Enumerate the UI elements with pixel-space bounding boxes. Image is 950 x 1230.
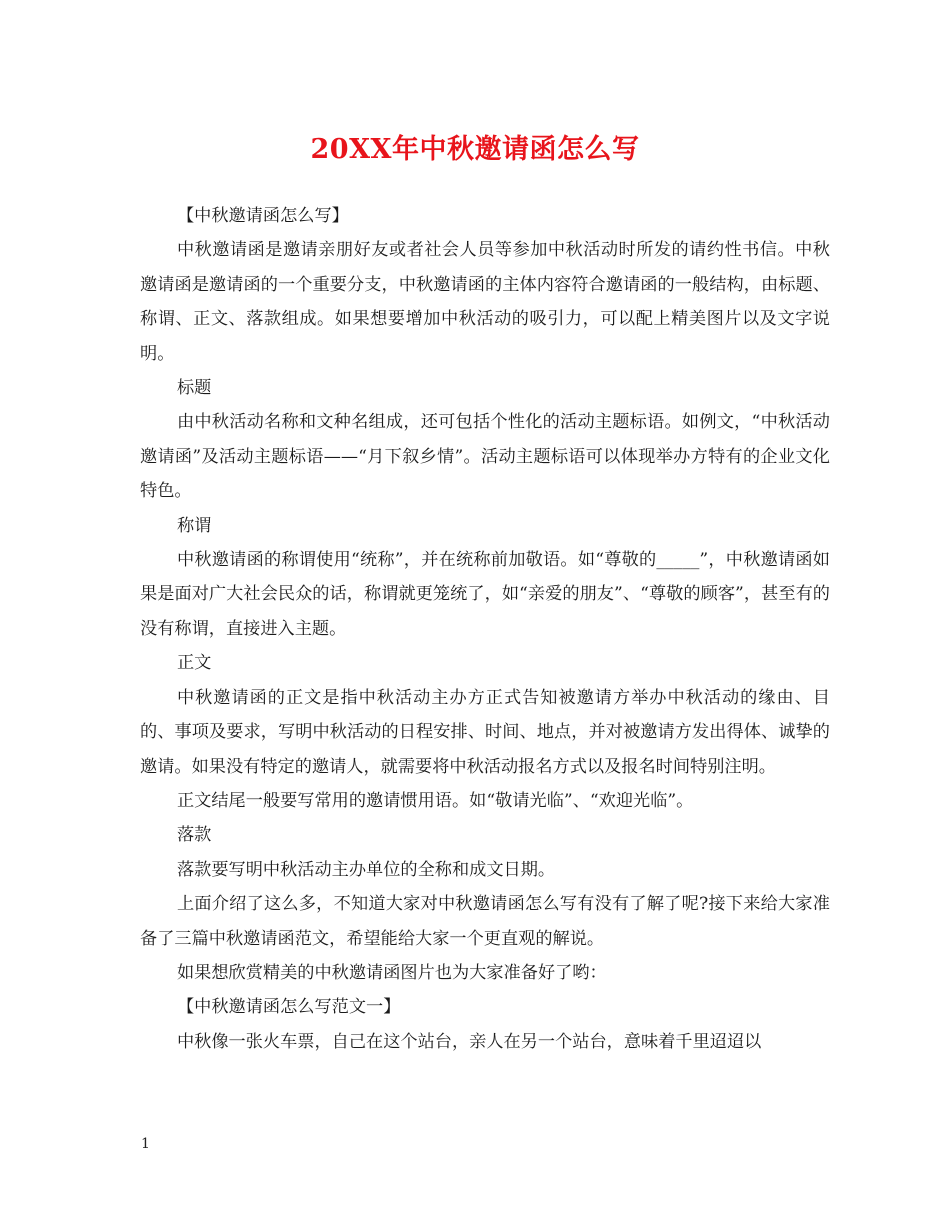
paragraph-salutation-description: 中秋邀请函的称谓使用“统称”，并在统称前加敬语。如“尊敬的_____”，中秋邀请函如果是面对广大社会民众的话，称谓就更笼统了，如“亲爱的朋友”、“尊敬的顾客”，甚至有的没有称谓，直接进入主题。 [140, 550, 830, 639]
paragraph-title-description: 由中秋活动名称和文种名组成，还可包括个性化的活动主题标语。如例文，“中秋活动邀请函”及活动主题标语——“月下叙乡情”。活动主题标语可以体现举办方特有的企业文化特色。 [140, 412, 830, 502]
section-heading-bracketed: 【中秋邀请函怎么写】 [176, 206, 349, 226]
paragraph-intro: 中秋邀请函是邀请亲朋好友或者社会人员等参加中秋活动时所发的请约性书信。中秋邀请函是邀请函的一个重要分支，中秋邀请函的主体内容符合邀请函的一般结构，由标题、称谓、正文、落款组成。如果想要增加中秋活动的吸引力，可以配上精美图片以及文字说明。 [140, 240, 830, 364]
document-body [140, 199, 830, 1059]
section-heading-title: 标题 [176, 378, 212, 399]
paragraph-sample-one-start: 中秋像一张火车票，自己在这个站台，亲人在另一个站台，意味着千里迢迢以 [176, 1031, 762, 1052]
paragraph-signature-description: 落款要写明中秋活动主办单位的全称和成文日期。 [176, 859, 556, 880]
section-heading-salutation: 称谓 [176, 515, 212, 536]
paragraph-body-ending: 正文结尾一般要写常用的邀请惯用语。如“敬请光临”、“欢迎光临”。 [176, 790, 694, 811]
section-heading-body: 正文 [176, 653, 212, 674]
paragraph-images-note: 如果想欣赏精美的中秋邀请函图片也为大家准备好了哟： [176, 962, 607, 983]
paragraph-transition: 上面介绍了这么多，不知道大家对中秋邀请函怎么写有没有了解了呢?接下来给大家准备了三篇中秋邀请函范文，希望能给大家一个更直观的解说。 [140, 894, 830, 949]
page-number: 1 [141, 1136, 150, 1152]
section-heading-sample-one: 【中秋邀请函怎么写范文一】 [176, 997, 401, 1018]
section-heading-signature: 落款 [176, 825, 212, 846]
document-title: 20XX年中秋邀请函怎么写 [310, 134, 640, 165]
paragraph-body-description: 中秋邀请函的正文是指中秋活动主办方正式告知被邀请方举办中秋活动的缘由、目的、事项及要求，写明中秋活动的日程安排、时间、地点，并对被邀请方发出得体、诚挚的邀请。如果没有特定的邀请人，就需要将中秋活动报名方式以及报名时间特别注明。 [140, 687, 830, 777]
